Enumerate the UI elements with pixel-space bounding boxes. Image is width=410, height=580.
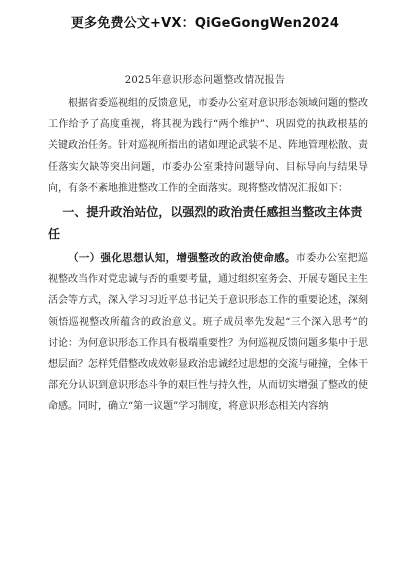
subsection-lead: （一）强化思想认知，增强整改的政治使命感。: [68, 252, 296, 265]
document-title: 2025年意识形态问题整改情况报告: [124, 75, 286, 86]
document-body: [48, 93, 368, 418]
subsection-paragraph: [48, 248, 368, 418]
section-heading: 一、提升政治站位，以强烈的政治责任感担当整改主体责任: [48, 205, 363, 242]
intro-paragraph: 根据省委巡视组的反馈意见，市委办公室对意识形态领域问题的整改工作给予了高度重视，将其视为践行“两个维护”、巩固党的执政根基的关键政治任务。针对巡视所指出的诸如理论武装不足、阵地管理松散、责任落实欠缺等突出问题，市委办公室秉持问题导向、目标导向与结果导向，有条不紊地推进整改工作的全面落实。现将整改情况汇报如下：: [48, 98, 368, 194]
promo-banner: 更多免费公文+VX：QiGeGongWen2024: [70, 16, 340, 31]
subsection-text: 市委办公室把巡视整改当作对党忠诚与否的重要考量，通过组织室务会、开展专题民主生活会等方式，深入学习习近平总书记关于意识形态工作的重要论述，深刻领悟巡视整改所蕴含的政治意义。班子成员率先发起“三个深入思考”的讨论：为何意识形态工作具有极端重要性？为何巡视反馈问题多集中于思想层面？怎样凭借整改成效彰显政治忠诚经过思想的交流与碰撞，全体干部充分认识到意识形态斗争的艰巨性与持久性，从而切实增强了整改的使命感。同时，确立“第一议题”学习制度，将意识形态相关内容纳: [48, 253, 369, 413]
